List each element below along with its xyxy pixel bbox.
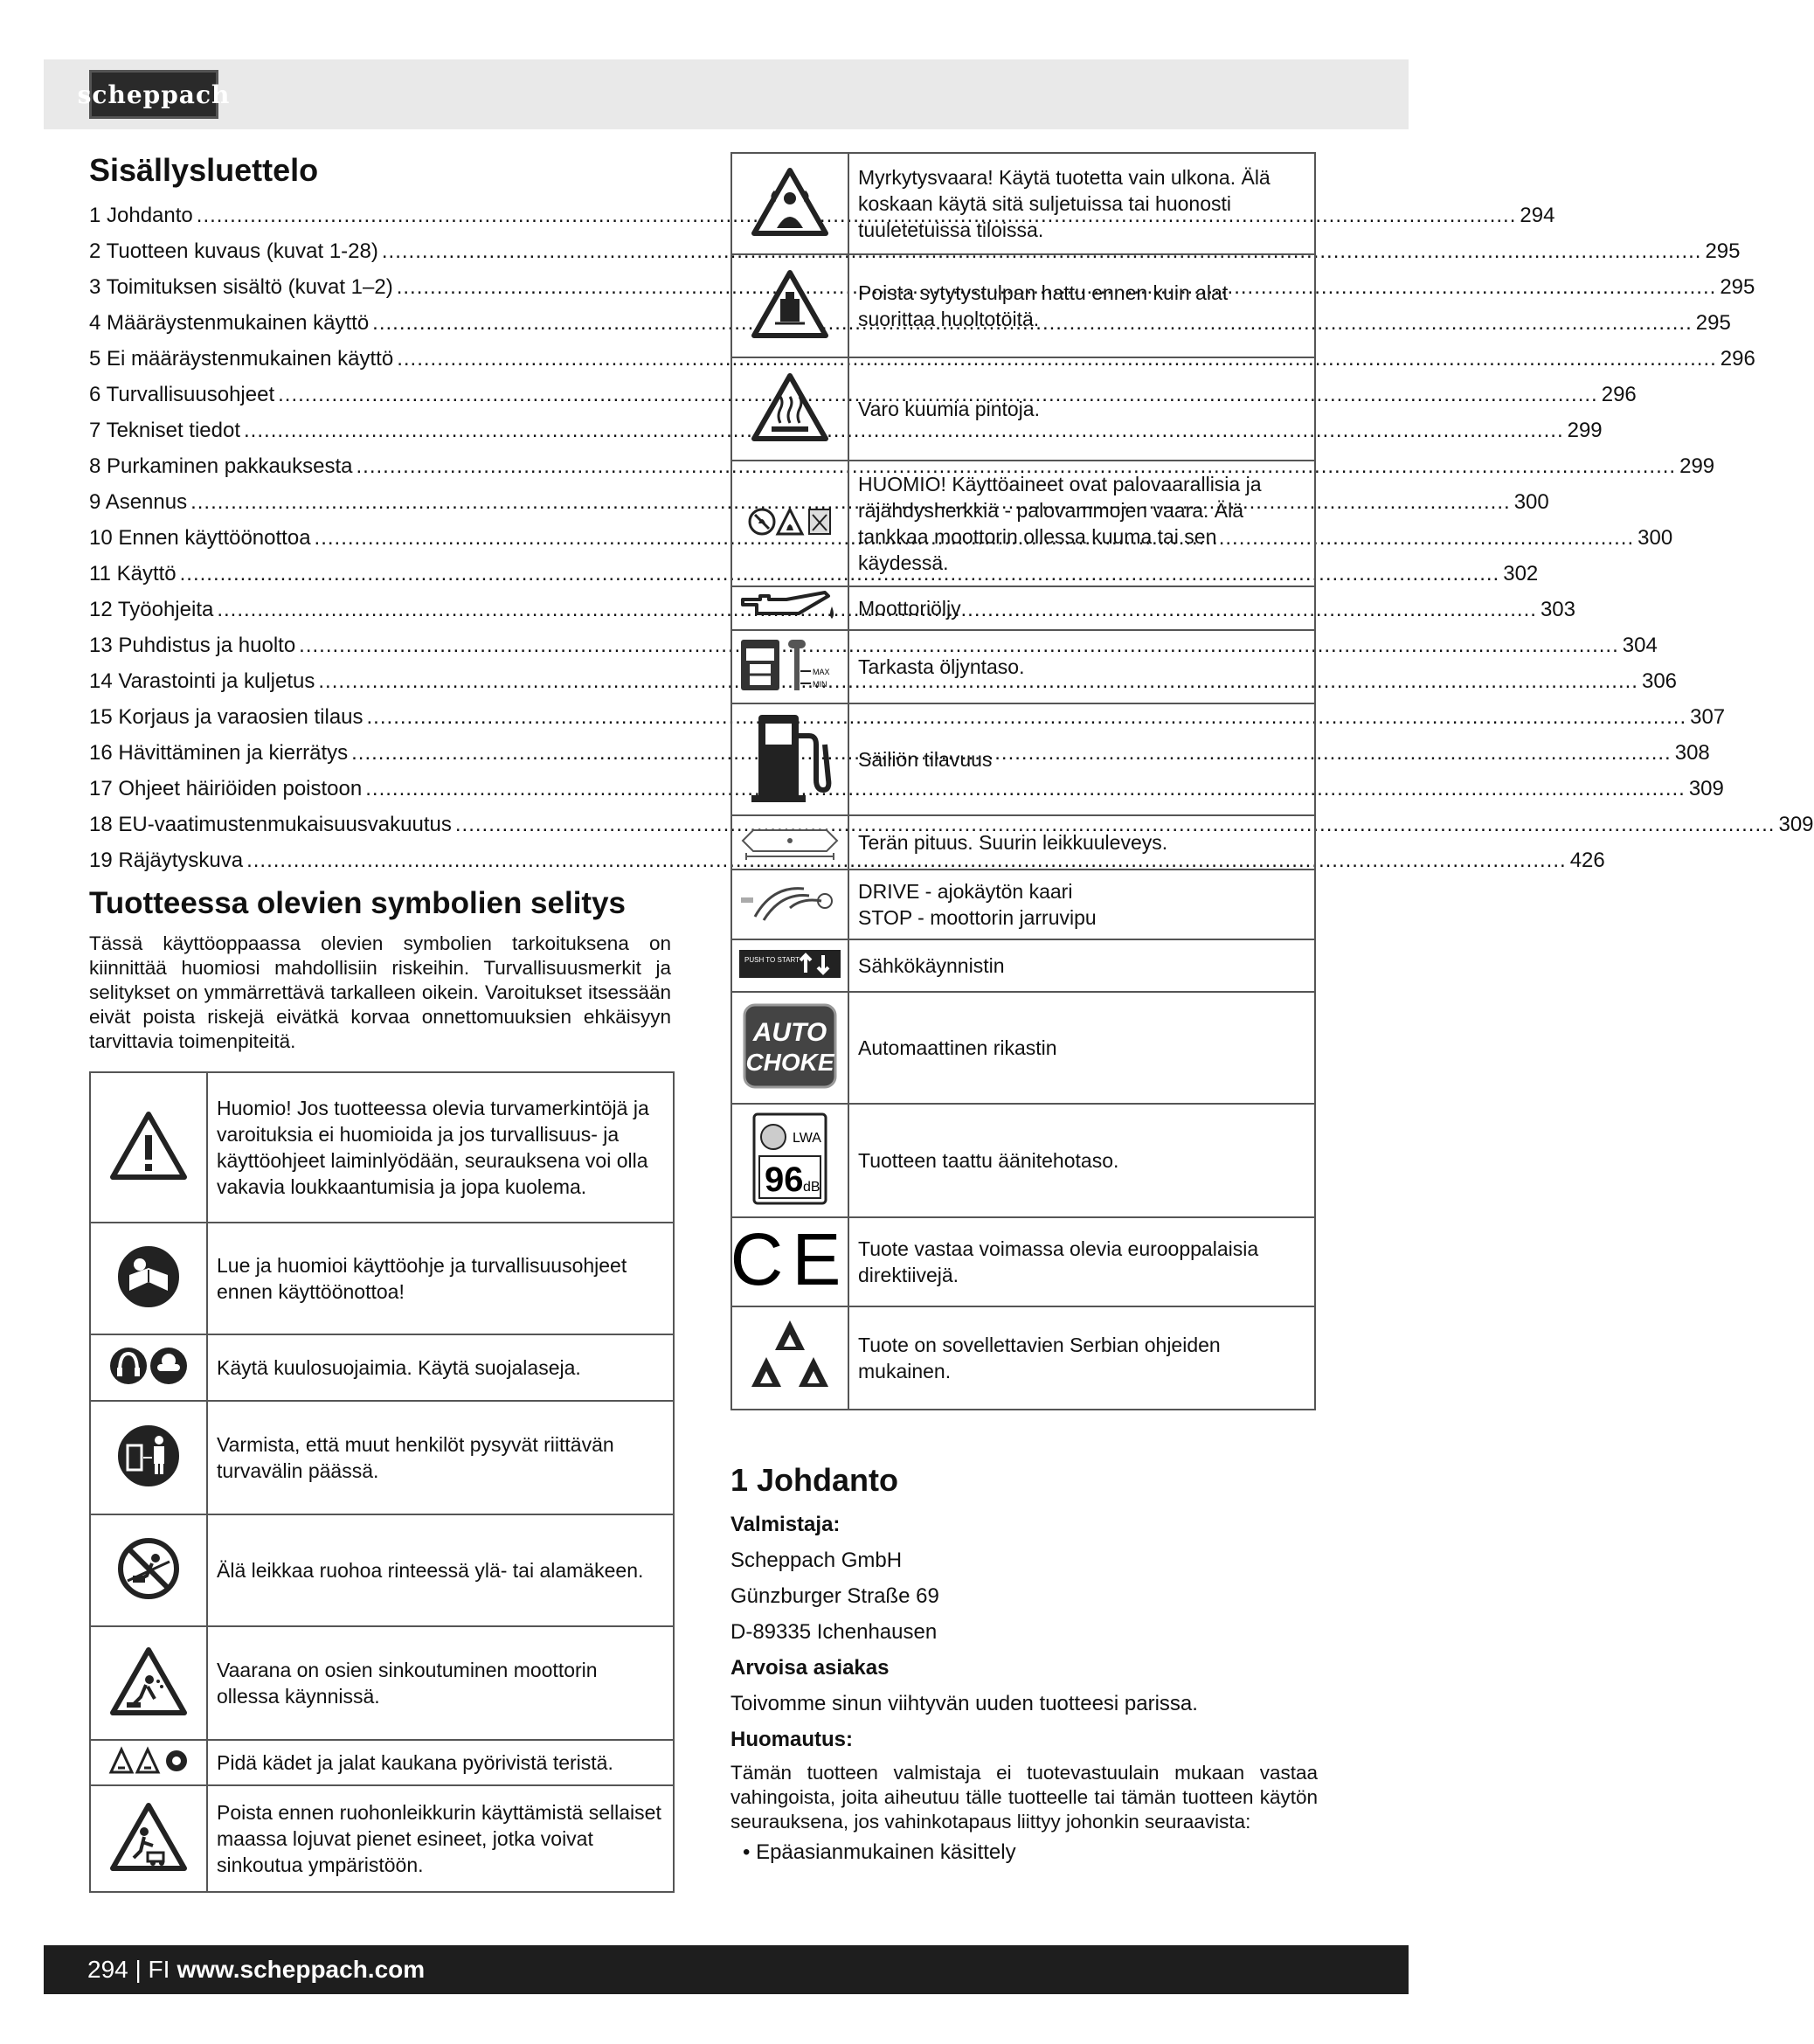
footer-page: 294 | FI [87, 1956, 170, 1983]
sound-unit: dB [803, 1179, 820, 1195]
page-footer [44, 1945, 1409, 1994]
company-street: Günzburger Straße 69 [730, 1583, 939, 1608]
symbol-icon-cell [90, 1514, 207, 1626]
symbol-row [90, 1334, 674, 1401]
toc-item-page: 295 [1695, 310, 1731, 335]
bullet-item: • Epäasianmukainen käsittely [743, 1840, 1016, 1864]
symbol-description: Huomio! Jos tuotteessa olevia turvamerkintöjä ja varoituksia ei huomioida ja jos turvallisuus- ja käyttöohjeet laiminlyödään, seurauksena voi olla vakavia loukkaantumisia ja jopa kuolema. [207, 1072, 674, 1223]
toc-item[interactable] [89, 197, 1555, 233]
toc-item-title: 16 Hävittäminen ja kierrätys [89, 740, 349, 765]
symbol-row [731, 870, 1315, 939]
toc-item-page: 295 [1705, 239, 1741, 263]
toc-item-title: 2 Tuotteen kuvaus (kuvat 1-28) [89, 239, 378, 263]
symbol-icon-cell [731, 586, 848, 630]
toc-item-title: 15 Korjaus ja varaosien tilaus [89, 704, 363, 729]
warning-icon [109, 1111, 188, 1185]
symbol-icon-cell [90, 1072, 207, 1223]
toc-item-title: 19 Räjäytyskuva [89, 848, 244, 872]
johdanto-title: 1 Johdanto [730, 1462, 899, 1498]
symbol-icon-cell [90, 1626, 207, 1740]
symbol-icon-cell [731, 153, 848, 254]
toc-item[interactable] [89, 233, 1741, 269]
symbol-icon-cell [731, 461, 848, 586]
symbol-description: DRIVE - ajokäytön kaari STOP - moottorin jarruvipu [848, 870, 1315, 939]
push-to-start-label: PUSH TO START [744, 955, 800, 964]
toc-item-title: 4 Määräystenmukainen käyttö [89, 310, 370, 335]
symbol-row [731, 815, 1315, 870]
toc-item-title: 10 Ennen käyttöönottoa [89, 525, 311, 550]
symbol-description: Tuote vastaa voimassa olevia eurooppalaisia direktiivejä. [848, 1217, 1315, 1306]
symbol-icon-cell [731, 870, 848, 939]
choke-label: CHOKE [745, 1048, 834, 1076]
symbol-row [731, 586, 1315, 630]
symbol-description: Varo kuumia pintoja. [848, 357, 1315, 461]
remove-objects-icon [109, 1802, 188, 1876]
symbol-description: Varmista, että muut henkilöt pysyvät riittävän turvavälin päässä. [207, 1401, 674, 1514]
symbol-row [90, 1072, 674, 1223]
symbol-row [90, 1223, 674, 1334]
toc-item-page: 294 [1520, 203, 1555, 227]
toc-item[interactable] [89, 412, 1603, 448]
page-header [44, 59, 1409, 129]
auto-label: AUTO [752, 1017, 827, 1047]
keep-hands-feet-away-icon [109, 1747, 188, 1779]
symbol-description: Poista sytytystulpan hattu ennen kuin alat suorittaa huoltotöitä. [848, 254, 1315, 357]
scheppach-logo: scheppach [89, 70, 218, 119]
toc-item-title: 14 Varastointi ja kuljetus [89, 669, 315, 693]
symbol-icon-cell [731, 254, 848, 357]
toc-item-page: 296 [1720, 346, 1755, 371]
ce-mark-text: CE [730, 1217, 850, 1300]
symbol-icon-cell [90, 1223, 207, 1334]
symbols-table-left [89, 1071, 675, 1893]
symbol-icon-cell [90, 1740, 207, 1785]
symbol-row [731, 1104, 1315, 1217]
toc-item-title: 1 Johdanto [89, 203, 193, 227]
toc-item-page: 296 [1601, 382, 1637, 406]
symbol-description: Tarkasta öljyntaso. [848, 630, 1315, 703]
toc-item-page: 309 [1778, 812, 1814, 836]
symbol-description: Tuote on sovellettavien Serbian ohjeiden mukainen. [848, 1306, 1315, 1410]
symbols-table-right [730, 152, 1316, 1410]
symbol-row [90, 1514, 674, 1626]
symbol-description: HUOMIO! Käyttöaineet ovat palovaarallisia ja räjähdysherkkiä - palovammojen vaara. Älä tankkaa moottorin ollessa kuuma tai sen käydessä. [848, 461, 1315, 586]
symbol-description: Poista ennen ruohonleikkurin käyttämistä sellaiset maassa lojuvat pienet esineet, jotka voivat sinkoutua ympäristöön. [207, 1785, 674, 1892]
toc-item-title: 3 Toimituksen sisältö (kuvat 1–2) [89, 274, 393, 299]
symbol-description: Sähkökäynnistin [848, 939, 1315, 992]
bullet-text: Epäasianmukainen käsittely [756, 1840, 1016, 1864]
symbol-description: Pidä kädet ja jalat kaukana pyörivistä teristä. [207, 1740, 674, 1785]
toc-item[interactable] [89, 484, 1549, 520]
toc-item[interactable] [89, 341, 1755, 377]
toc-item-title: 18 EU-vaatimustenmukaisuusvakuutus [89, 812, 452, 836]
drive-stop-icon [737, 882, 842, 928]
symbol-icon-cell [731, 703, 848, 815]
symbol-description: Käytä kuulosuojaimia. Käytä suojalaseja. [207, 1334, 674, 1401]
toc-item[interactable] [89, 520, 1673, 556]
symbol-row [731, 703, 1315, 815]
note-label: Huomautus: [730, 1727, 853, 1751]
lwa-label: LWA [793, 1130, 821, 1146]
symbol-description: Automaattinen rikastin [848, 992, 1315, 1104]
flying-parts-icon [109, 1646, 188, 1721]
read-manual-icon [117, 1245, 180, 1313]
spark-plug-icon [751, 269, 829, 343]
toc-item[interactable] [89, 627, 1658, 663]
symbol-row [90, 1401, 674, 1514]
symbol-icon-cell [731, 1217, 848, 1306]
symbol-row [90, 1740, 674, 1785]
toc-item-page: 299 [1567, 418, 1603, 442]
sound-value: 96 [765, 1160, 804, 1199]
greeting: Arvoisa asiakas [730, 1655, 890, 1680]
note-text: Tämän tuotteen valmistaja ei tuotevastuulain mukaan vastaa vahingoista, joita aiheutuu tälle tuotteelle tai tämän tuotteen käytön seurauksena, jos vahinkotapaus liittyy johonkin seuraavista: [730, 1762, 1318, 1833]
symbol-icon-cell [731, 939, 848, 992]
symbol-icon-cell [731, 357, 848, 461]
toc-title: Sisällysluettelo [89, 152, 319, 188]
symbol-description: Tuotteen taattu äänitehotaso. [848, 1104, 1315, 1217]
symbol-description: Lue ja huomioi käyttöohje ja turvallisuusohjeet ennen käyttöönottoa! [207, 1223, 674, 1334]
symbol-icon-cell [90, 1785, 207, 1892]
toc-item-page: 302 [1503, 561, 1539, 585]
toc-item-page: 308 [1674, 740, 1710, 765]
toc-item[interactable] [89, 807, 1814, 842]
toc-item[interactable] [89, 699, 1726, 735]
toc-item-page: 426 [1569, 848, 1605, 872]
toc-item-page: 307 [1690, 704, 1726, 729]
symbol-row [731, 461, 1315, 586]
oil-max-label: MAX [813, 667, 830, 676]
fuel-pump-icon [746, 710, 834, 810]
oil-min-label: MIN [813, 679, 827, 689]
symbol-icon-cell [731, 1104, 848, 1217]
symbol-row [731, 939, 1315, 992]
keep-distance-icon [117, 1424, 180, 1492]
company-name: Scheppach GmbH [730, 1548, 903, 1572]
symbols-title: Tuotteessa olevien symbolien selitys [89, 886, 627, 920]
toc-item-page: 295 [1720, 274, 1755, 299]
serbian-conformity-icon [742, 1317, 838, 1400]
symbol-row [90, 1626, 674, 1740]
toc-item-page: 299 [1679, 454, 1715, 478]
toc-item-title: 5 Ei määräystenmukainen käyttö [89, 346, 394, 371]
symbol-description: Vaarana on osien sinkoutuminen moottorin ollessa käynnissä. [207, 1626, 674, 1740]
toc-item[interactable] [89, 269, 1755, 305]
symbol-icon-cell [731, 1306, 848, 1410]
hot-surface-icon [751, 372, 829, 447]
toc-item[interactable] [89, 556, 1539, 592]
blade-length-icon [737, 821, 842, 864]
toc-item-page: 309 [1688, 776, 1724, 800]
ce-mark-icon [730, 1217, 850, 1300]
symbol-icon-cell [731, 630, 848, 703]
johdanto-section [730, 1454, 1318, 1870]
toc-item-title: 13 Puhdistus ja huolto [89, 633, 296, 657]
symbol-row [731, 153, 1315, 254]
symbol-icon-cell [90, 1334, 207, 1401]
symbol-row [731, 254, 1315, 357]
symbol-row [731, 357, 1315, 461]
symbols-intro: Tässä käyttöoppaassa olevien symbolien tarkoituksena on kiinnittää huomiosi mahdollisiin riskeihin. Turvallisuusmerkit ja selitykset on ymmärrettävä tarkalleen oikein. Varoitukset itsessään eivät poista riskejä eivätkä korvaa onnettomuuksien ehkäisyyn tarvittavia toimenpiteitä. [89, 932, 671, 1052]
toc-item-title: 7 Tekniset tiedot [89, 418, 241, 442]
toc-item-page: 306 [1641, 669, 1678, 693]
toc-item-title: 17 Ohjeet häiriöiden poistoon [89, 776, 363, 800]
symbol-description: Myrkytysvaara! Käytä tuotetta vain ulkona. Älä koskaan käytä sitä suljetuissa tai huonosti tuuletetuissa tiloissa. [848, 153, 1315, 254]
toc-item-title: 12 Työohjeita [89, 597, 214, 621]
symbol-icon-cell [731, 815, 848, 870]
symbol-row [731, 992, 1315, 1104]
symbol-description: Säiliön tilavuus [848, 703, 1315, 815]
symbol-description: Moottoriöljy [848, 586, 1315, 630]
toc-item[interactable] [89, 771, 1724, 807]
symbol-icon-cell [731, 992, 848, 1104]
footer-url[interactable]: www.scheppach.com [177, 1956, 426, 1983]
toc-item[interactable] [89, 448, 1715, 484]
flammable-fuel-icon [748, 506, 832, 542]
toc-item-title: 8 Purkaminen pakkauksesta [89, 454, 353, 478]
toc-item-page: 304 [1622, 633, 1658, 657]
manufacturer-label: Valmistaja: [730, 1512, 841, 1536]
symbol-row [731, 1306, 1315, 1410]
auto-choke-icon [742, 1002, 838, 1094]
toc-item-title: 9 Asennus [89, 489, 188, 514]
no-slope-mowing-icon [117, 1537, 180, 1604]
toc-item-title: 6 Turvallisuusohjeet [89, 382, 275, 406]
push-to-start-icon [737, 948, 842, 984]
symbol-row [90, 1785, 674, 1892]
symbol-icon-cell [90, 1401, 207, 1514]
symbol-row [731, 630, 1315, 703]
toc-item-title: 11 Käyttö [89, 561, 177, 585]
ear-eye-protection-icon [109, 1345, 188, 1391]
oil-can-icon [737, 589, 842, 628]
symbol-description: Älä leikkaa ruohoa rinteessä ylä- tai alamäkeen. [207, 1514, 674, 1626]
symbol-row [731, 1217, 1315, 1306]
toxic-fumes-icon [751, 167, 829, 241]
sound-level-icon [751, 1111, 829, 1211]
toc-item-page: 303 [1540, 597, 1575, 621]
wish-text: Toivomme sinun viihtyvän uuden tuotteesi parissa. [730, 1691, 1198, 1715]
toc-item-page: 300 [1513, 489, 1549, 514]
toc-item-page: 300 [1637, 525, 1673, 550]
company-city: D-89335 Ichenhausen [730, 1619, 938, 1644]
symbol-description: Terän pituus. Suurin leikkuuleveys. [848, 815, 1315, 870]
oil-level-icon [737, 636, 842, 698]
